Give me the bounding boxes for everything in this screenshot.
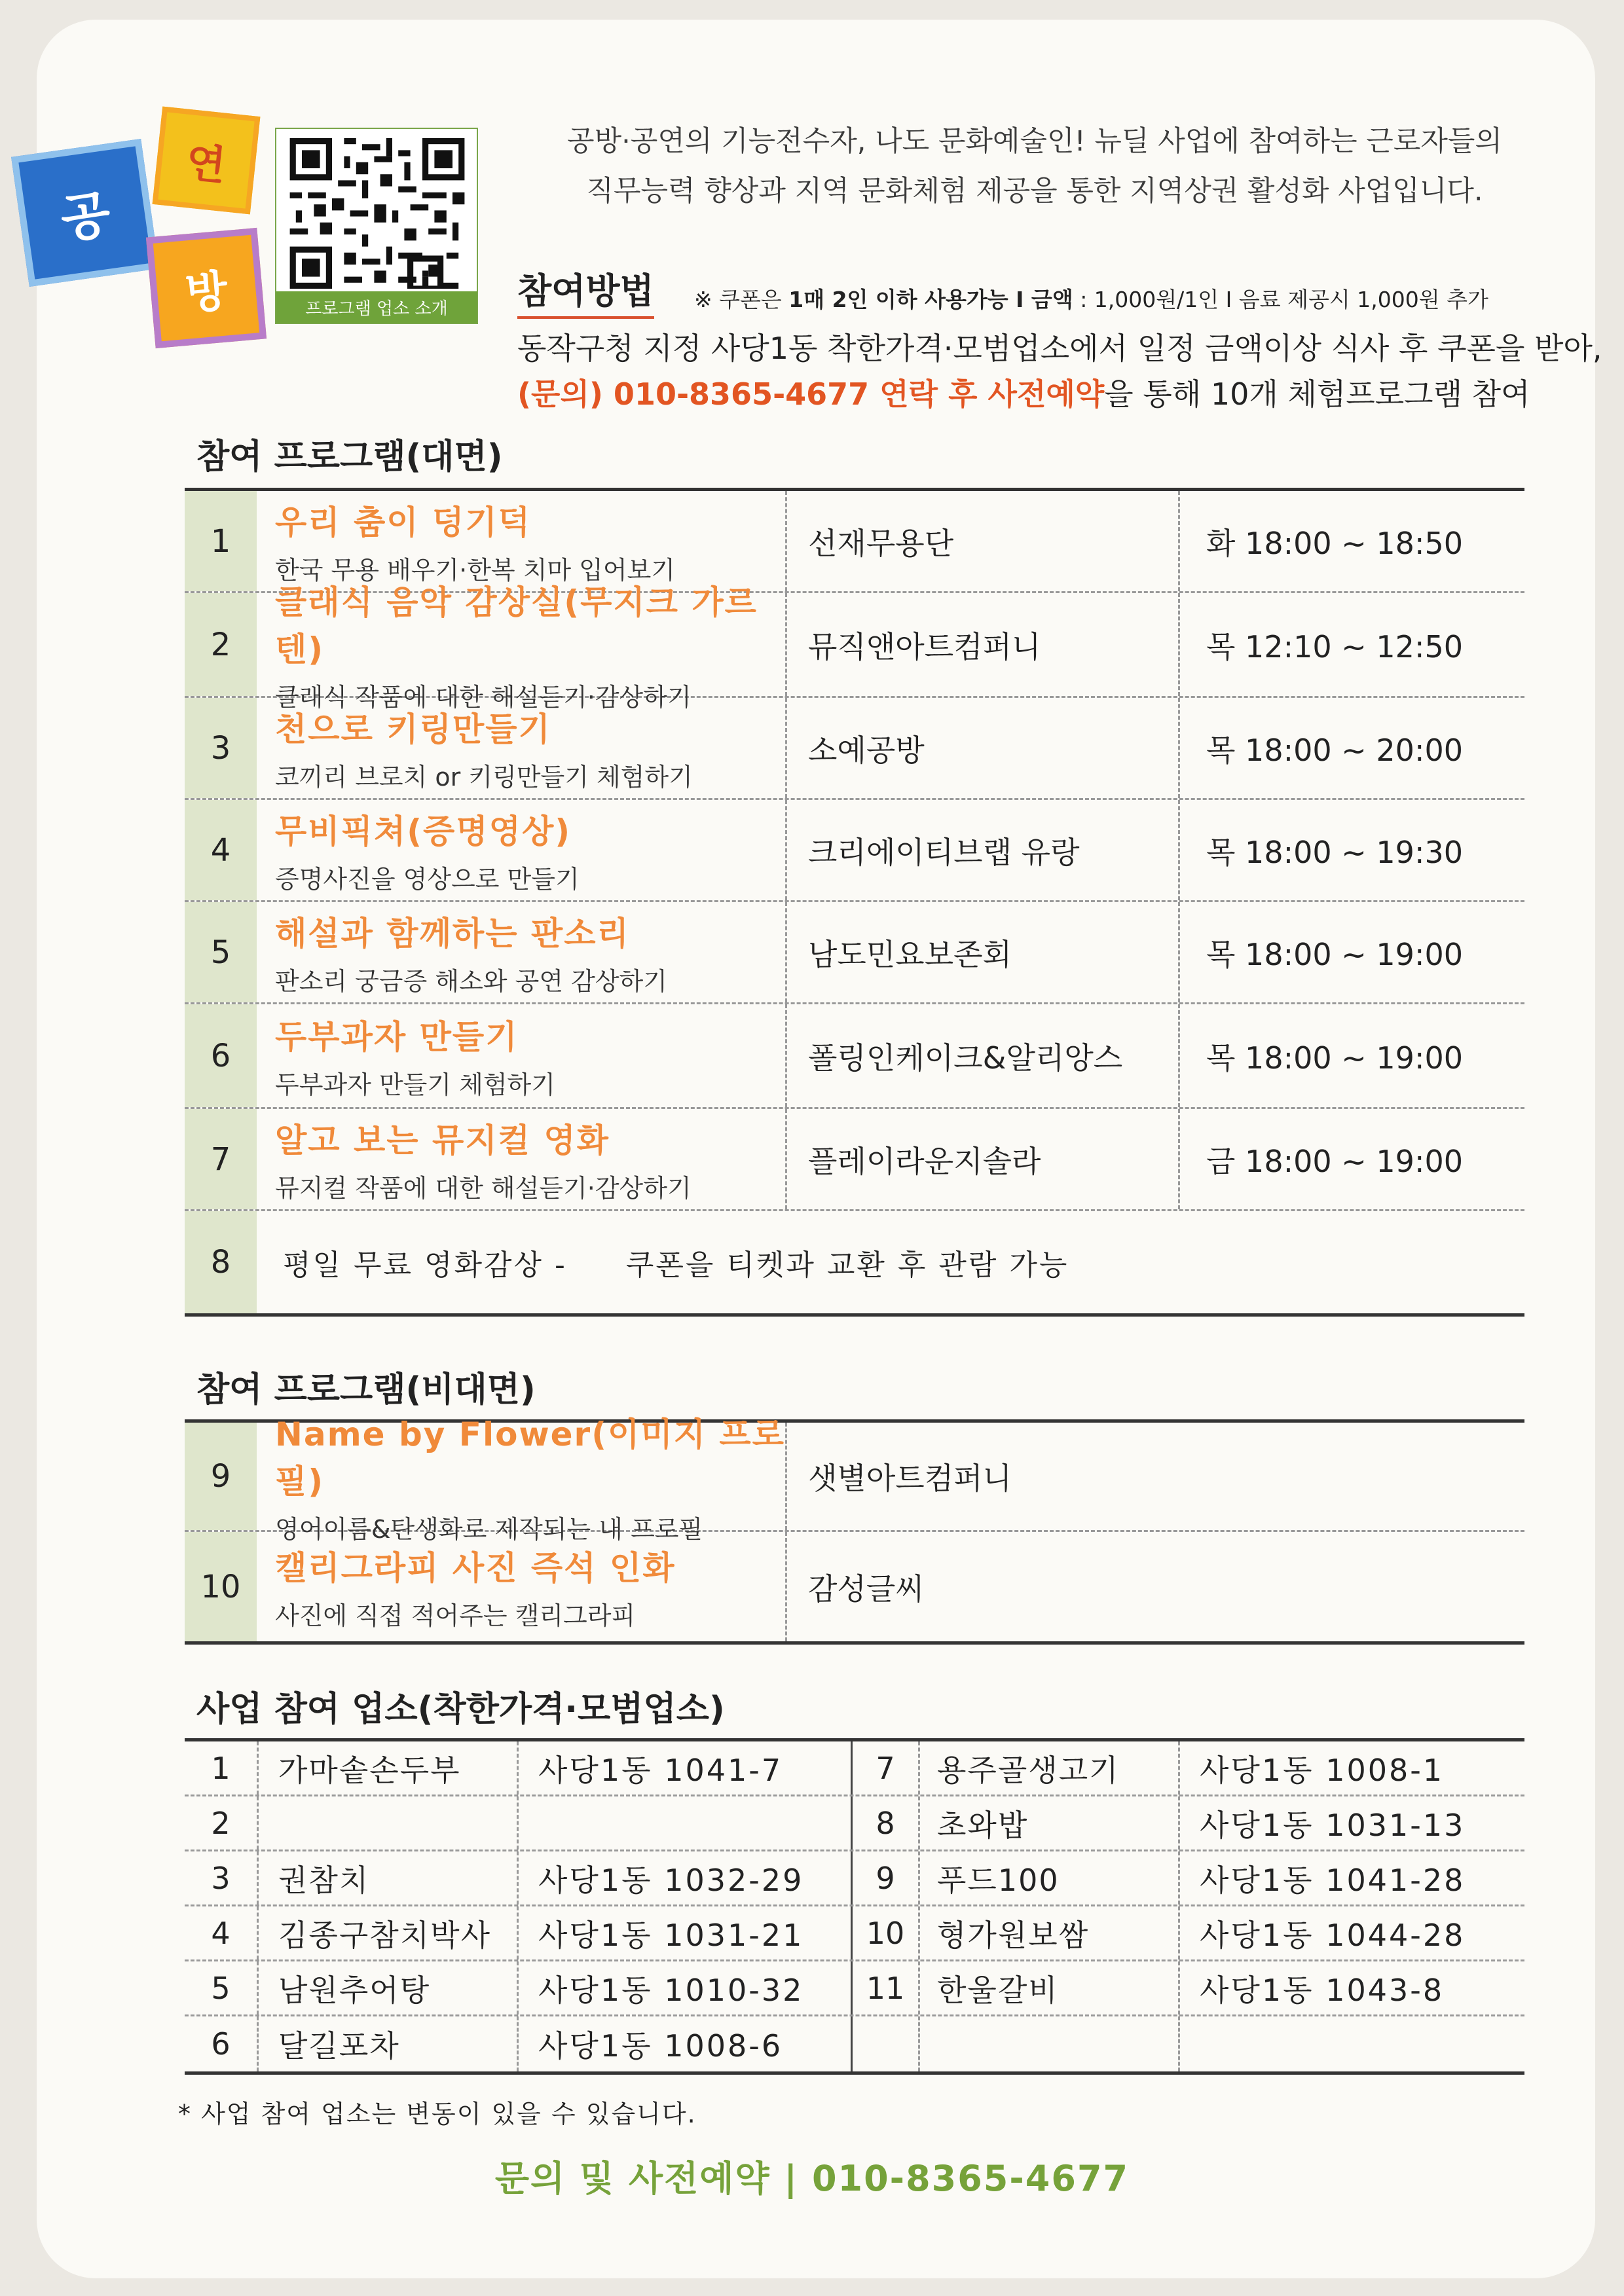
- shop-number: 6: [211, 2026, 231, 2062]
- program-schedule: 금 18:00 ~ 19:00: [1206, 1143, 1463, 1179]
- program-schedule: 목 18:00 ~ 20:00: [1206, 732, 1463, 768]
- program-number: 2: [185, 593, 257, 696]
- program-description: 클래식 작품에 대한 해설듣기·감상하기: [275, 683, 692, 712]
- shop-address: 사당1동 1044-28: [1200, 1917, 1466, 1953]
- shop-name: 형가원보쌈: [918, 1906, 1180, 1959]
- program-title: 해설과 함께하는 판소리: [275, 915, 630, 953]
- program-number: 4: [185, 800, 257, 900]
- shop-row: [185, 1851, 1524, 1906]
- shop-address: 사당1동 1031-13: [1200, 1807, 1466, 1843]
- program-free-movie: [257, 1211, 1524, 1313]
- footnote: * 사업 참여 업소는 변동이 있을 수 있습니다.: [178, 2100, 697, 2128]
- program-number: 10: [185, 1532, 257, 1641]
- program-title: Name by Flower(이미지 프로필): [275, 1415, 785, 1501]
- shop-row: [185, 2016, 1524, 2071]
- qr-caption: 프로그램 업소 소개: [276, 291, 477, 323]
- shop-number: 7: [876, 1750, 895, 1786]
- program-description: 증명사진을 영상으로 만들기: [275, 865, 580, 894]
- shop-name: [918, 2016, 1180, 2071]
- shop-address: 사당1동 1008-6: [519, 2016, 853, 2071]
- program-info: [257, 1109, 787, 1209]
- program-number: 5: [185, 902, 257, 1002]
- shop-row: [185, 1961, 1524, 2016]
- online-program-table: [185, 1415, 1524, 1645]
- coupon-note-prefix: ※ 쿠폰은: [694, 287, 789, 312]
- qr-code-icon: [289, 138, 465, 289]
- program-info: [257, 800, 787, 900]
- program-organizer: 크리에이티브랩 유랑: [787, 800, 1180, 900]
- shop-address: 사당1동 1041-7: [519, 1741, 853, 1795]
- shop-address: 사당1동 1010-32: [519, 1961, 853, 2014]
- program-row: [185, 1211, 1524, 1313]
- logo-char: 공: [57, 185, 115, 250]
- how-line-2-rest: 을 통해 10개 체험프로그램 참여: [1104, 376, 1530, 412]
- shop-name: 김종구참치박사: [257, 1906, 519, 1959]
- shop-number: [853, 2016, 918, 2071]
- program-schedule: 목 18:00 ~ 19:00: [1206, 936, 1463, 972]
- program-organizer: 남도민요보존회: [787, 902, 1180, 1002]
- program-schedule: 목 18:00 ~ 19:00: [1206, 1040, 1463, 1076]
- program-info: [257, 902, 787, 1002]
- contact-highlight: (문의) 010-8365-4677 연락 후 사전예약: [517, 376, 1105, 412]
- program-title: 캘리그라피 사진 즉석 인화: [275, 1549, 676, 1587]
- coupon-note: [694, 283, 1488, 314]
- program-organizer: 뮤직앤아트컴퍼니: [787, 593, 1180, 696]
- shop-name: 남원추어탕: [257, 1961, 519, 2014]
- offline-program-table: [185, 488, 1524, 1317]
- program-organizer: 플레이라운지솔라: [787, 1109, 1180, 1209]
- shop-address: 사당1동 1043-8: [1200, 1972, 1445, 2008]
- program-number: 9: [185, 1423, 257, 1530]
- program-free-movie-note: 쿠폰을 티켓과 교환 후 관람 가능: [625, 1248, 1069, 1282]
- intro-line-2: 직무능력 향상과 지역 문화체험 제공을 통한 지역상권 활성화 사업입니다.: [586, 175, 1483, 208]
- program-number: 3: [185, 698, 257, 798]
- program-description: 두부과자 만들기 체험하기: [275, 1070, 555, 1099]
- program-organizer: 감성글씨: [808, 1571, 925, 1607]
- program-info: [257, 1004, 787, 1107]
- shop-table: [185, 1738, 1524, 2075]
- intro-line-1: 공방·공연의 기능전수자, 나도 문화예술인! 뉴딜 사업에 참여하는 근로자들의: [567, 125, 1502, 158]
- program-number: 7: [185, 1109, 257, 1209]
- program-row: [185, 902, 1524, 1004]
- shop-name: 초와밥: [918, 1796, 1180, 1850]
- program-description: 한국 무용 배우기·한복 치마 입어보기: [275, 556, 676, 585]
- program-organizer: 폴링인케이크&알리앙스: [787, 1004, 1180, 1107]
- program-info: [257, 1532, 787, 1641]
- section-title-offline: 참여 프로그램(대면): [196, 437, 503, 477]
- how-line-1: 동작구청 지정 사당1동 착한가격·모범업소에서 일정 금액이상 식사 후 쿠폰을 받아,: [517, 331, 1602, 366]
- program-title: 천으로 키링만들기: [275, 710, 551, 748]
- shop-number: 11: [866, 1970, 905, 2006]
- shop-name: 권참치: [257, 1851, 519, 1904]
- shop-address: [1180, 2016, 1524, 2071]
- program-description: 영어이름&탄생화로 제작되는 내 프로필: [275, 1514, 703, 1544]
- coupon-note-bold: 1매 2인 이하 사용가능 I 금액: [788, 287, 1073, 312]
- program-row: [185, 1004, 1524, 1109]
- program-row: [185, 698, 1524, 800]
- program-row: [185, 800, 1524, 902]
- shop-number: 10: [866, 1915, 905, 1951]
- shop-number: 4: [211, 1915, 231, 1951]
- program-title: 알고 보는 뮤지컬 영화: [275, 1121, 610, 1159]
- program-row: [185, 1532, 1524, 1641]
- shop-number: 3: [211, 1860, 231, 1896]
- program-title: 클래식 음악 감상실(무지크 가르텐): [275, 583, 758, 668]
- how-to-participate-title: 참여방법: [517, 263, 654, 314]
- logo-tile-bang: [146, 228, 267, 348]
- program-info: [257, 583, 787, 712]
- coupon-note-rest: : 1,000원/1인 I 음료 제공시 1,000원 추가: [1073, 287, 1488, 312]
- program-organizer: 선재무용단: [787, 491, 1180, 591]
- shop-address: 사당1동 1032-29: [519, 1851, 853, 1904]
- shop-address: 사당1동 1008-1: [1200, 1752, 1445, 1788]
- shop-number: 2: [211, 1805, 231, 1841]
- program-row: [185, 1415, 1524, 1544]
- program-title: 무비픽쳐(증명영상): [275, 812, 572, 850]
- shop-name: 한울갈비: [918, 1961, 1180, 2014]
- program-organizer: 소예공방: [787, 698, 1180, 798]
- shop-number: 9: [876, 1860, 895, 1896]
- intro-text: [511, 117, 1559, 216]
- program-description: 사진에 직접 적어주는 캘리그라피: [275, 1601, 636, 1630]
- logo-char: 방: [183, 264, 230, 319]
- qr-code[interactable]: [275, 128, 478, 324]
- program-title: 두부과자 만들기: [275, 1018, 519, 1056]
- program-number: 8: [185, 1211, 257, 1313]
- section-title-shops: 사업 참여 업소(착한가격·모범업소): [196, 1690, 725, 1729]
- shop-number: 8: [876, 1805, 895, 1841]
- shop-name: 용주골생고기: [918, 1741, 1180, 1795]
- logo-char: 연: [183, 137, 229, 190]
- program-schedule: 목 18:00 ~ 19:30: [1206, 834, 1463, 870]
- program-schedule: 목 12:10 ~ 12:50: [1206, 629, 1463, 665]
- shop-address: 사당1동 1031-21: [519, 1906, 853, 1959]
- shop-name: [257, 1796, 519, 1850]
- program-schedule: 화 18:00 ~ 18:50: [1206, 525, 1463, 561]
- program-info: [257, 698, 787, 798]
- how-line-2: [517, 371, 1530, 414]
- program-description: 뮤지컬 작품에 대한 해설듣기·감상하기: [275, 1174, 692, 1203]
- logo-tile-yeon: [153, 107, 261, 215]
- shop-name: 달길포차: [257, 2016, 519, 2071]
- program-free-movie-title: 평일 무료 영화감상 -: [283, 1248, 567, 1282]
- shop-address: [519, 1796, 853, 1850]
- shop-number: 1: [211, 1750, 231, 1786]
- program-number: 6: [185, 1004, 257, 1107]
- program-row: [185, 1109, 1524, 1211]
- logo-tile-gong: [11, 139, 159, 287]
- shop-row: [185, 1796, 1524, 1851]
- program-description: 코끼리 브로치 or 키링만들기 체험하기: [275, 763, 693, 792]
- program-info: [257, 1415, 787, 1544]
- program-row: [185, 583, 1524, 712]
- contact-line: 문의 및 사전예약 | 010-8365-4677: [494, 2158, 1130, 2199]
- program-title: 우리 춤이 덩기덕: [275, 503, 531, 541]
- shop-number: 5: [211, 1970, 231, 2006]
- shop-name: 가마솥손두부: [257, 1741, 519, 1795]
- shop-row: [185, 1741, 1524, 1796]
- section-title-online: 참여 프로그램(비대면): [196, 1370, 536, 1410]
- program-organizer: 샛별아트컴퍼니: [808, 1461, 1012, 1496]
- program-description: 판소리 궁금증 해소와 공연 감상하기: [275, 967, 667, 996]
- shop-name: 푸드100: [918, 1851, 1180, 1904]
- program-number: 1: [185, 491, 257, 591]
- shop-address: 사당1동 1041-28: [1200, 1862, 1466, 1898]
- shop-row: [185, 1906, 1524, 1961]
